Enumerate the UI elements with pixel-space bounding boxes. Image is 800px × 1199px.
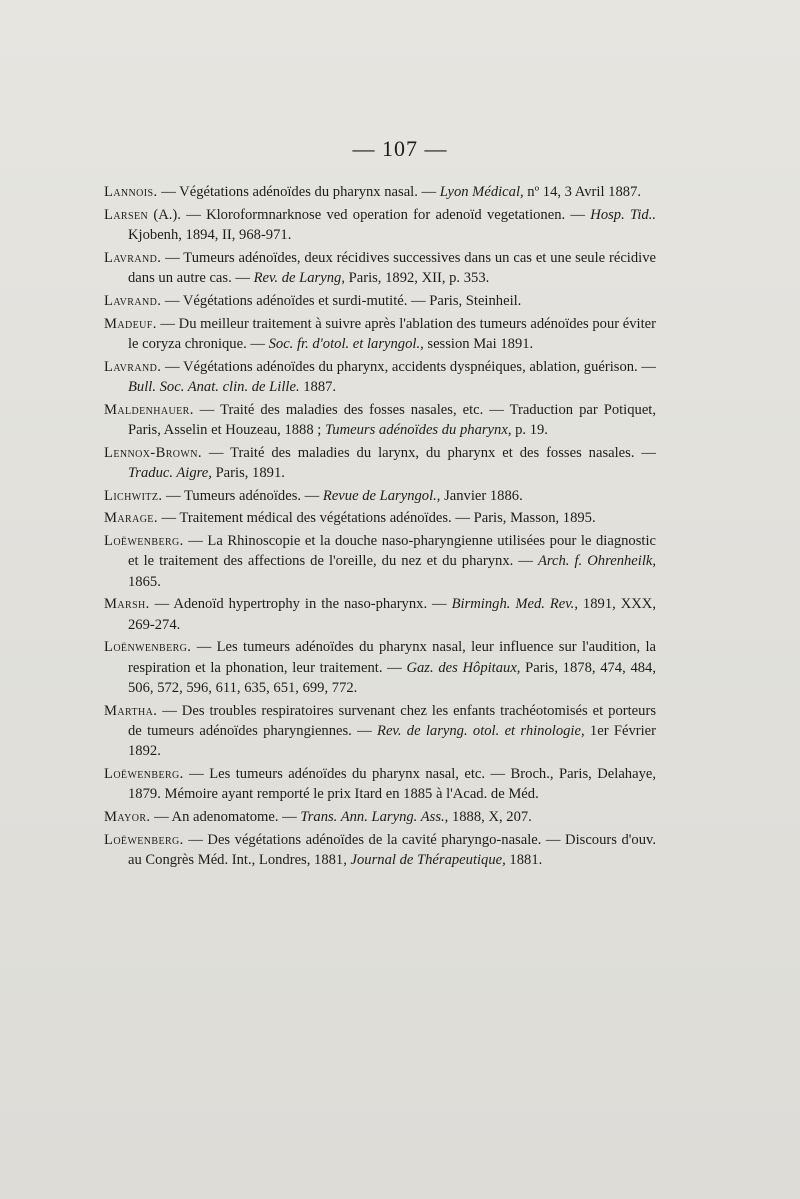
- bibliography-entry: [104, 531, 656, 592]
- entry-text: — Végétations adénoïdes du pharynx, accidents dyspnéiques, ablation, guérison. —: [161, 358, 656, 375]
- entry-text: — An adenomatome. —: [150, 808, 301, 825]
- bibliography-entry: [104, 807, 656, 827]
- entry-text: (A.). — Kloroformnarknose ved operation for adenoïd vegetationen. —: [148, 206, 591, 223]
- entry-journal-title: Arch. f. Ohrenheilk,: [537, 553, 656, 570]
- bibliography-entry: [104, 594, 656, 634]
- entry-text: — Des végétations adénoïdes de la cavité pharyngo-nasale. — Discours d'ouv. au Congrès Méd. Int., Londres, 1881,: [128, 831, 656, 868]
- entry-text: — Des troubles respiratoires survenant chez les enfants trachéotomisés et porteurs de tumeurs adénoïdes pharyngiennes. —: [128, 702, 656, 739]
- entry-text: — Du meilleur traitement à suivre après l'ablation des tumeurs adénoïdes pour éviter le coryza chronique. —: [128, 315, 656, 352]
- entry-journal-title: Gaz. des Hôpitaux,: [406, 659, 521, 676]
- bibliography-entry: [104, 400, 656, 440]
- entry-journal-title: Tumeurs adénoïdes du pharynx,: [325, 421, 512, 438]
- bibliography-entry: [104, 314, 656, 354]
- bibliography-entry: [104, 443, 656, 483]
- entry-journal-title: Rev. de laryng. otol. et rhinologie,: [377, 722, 585, 739]
- entry-author: Lichwitz.: [104, 487, 163, 504]
- entry-text: — Végétations adénoïdes et surdi-mutité. — Paris, Steinheil.: [161, 292, 522, 309]
- entry-journal-title: Trans. Ann. Laryng. Ass.: [300, 808, 445, 825]
- entry-journal-title: Birmingh. Med. Rev.: [451, 596, 575, 613]
- entry-text: Kjobenh, 1894, II, 968-971.: [128, 227, 292, 243]
- entry-author: Martha.: [104, 702, 158, 719]
- bibliography-entry: [104, 637, 656, 698]
- entry-journal-title: Hosp. Tid..: [590, 206, 656, 223]
- bibliography-entry: [104, 357, 656, 397]
- entry-text: 1887.: [299, 378, 337, 395]
- entry-text: , 1891, XXX, 269-274.: [128, 596, 656, 633]
- bibliography-entry: [104, 830, 656, 870]
- entry-text: — Tumeurs adénoïdes, deux récidives successives dans un cas et une seule récidive dans un autre cas. —: [128, 249, 656, 286]
- entry-author: Lannois.: [104, 184, 158, 200]
- entry-author: Lavrand.: [104, 249, 162, 266]
- entry-text: — Traité des maladies des fosses nasales, etc. — Traduction par Potiquet, Paris, Asselin et Houzeau, 1888 ;: [128, 401, 656, 438]
- entry-author: Marsh.: [104, 596, 150, 613]
- entry-text: — Traité des maladies du larynx, du pharynx et des fosses nasales. —: [201, 444, 656, 461]
- entry-author: Larsen: [104, 206, 149, 223]
- entry-author: Loëwenberg.: [104, 831, 184, 848]
- entry-text: Paris, 1878, 474, 484, 506, 572, 596, 611, 635, 651, 699, 772.: [128, 659, 656, 696]
- entry-text: Paris, 1891.: [211, 464, 285, 481]
- entry-text: , session Mai 1891.: [420, 335, 534, 352]
- entry-journal-title: Bull. Soc. Anat. clin. de Lille.: [128, 378, 300, 395]
- entry-author: Lavrand.: [104, 292, 162, 309]
- bibliography-entry: [104, 508, 656, 528]
- entry-text: 1er Février 1892.: [128, 722, 657, 759]
- entry-journal-title: Rev. de Laryng: [253, 270, 342, 286]
- page-number: — 107 —: [352, 136, 448, 161]
- entry-text: — Les tumeurs adénoïdes du pharynx nasal, leur influence sur l'audition, la respiration et la phonation, leur traitement. —: [128, 639, 656, 676]
- entry-author: Loëwenberg.: [104, 533, 184, 550]
- bibliography-entry: [104, 291, 656, 311]
- bibliography-entry: [104, 205, 656, 245]
- bibliography-entry: [104, 248, 656, 288]
- entry-journal-title: Revue de Laryngol.: [322, 487, 437, 504]
- entry-text: — Traitement médical des végétations adénoïdes. — Paris, Masson, 1895.: [157, 510, 596, 527]
- entry-text: , Paris, 1892, XII, p. 353.: [341, 270, 490, 286]
- entry-text: , Janvier 1886.: [436, 487, 523, 504]
- entry-author: Mayor.: [104, 808, 151, 825]
- entry-text: 1881.: [505, 851, 543, 868]
- entry-journal-title: Soc. fr. d'otol. et laryngol.: [268, 335, 421, 352]
- bibliography-entry: [104, 486, 656, 506]
- entry-journal-title: Lyon Médical,: [439, 184, 524, 200]
- entry-author: Madeuf.: [104, 315, 157, 332]
- entry-author: Marage.: [104, 510, 158, 527]
- entry-text: — La Rhinoscopie et la douche naso-pharyngienne utilisées pour le diagnostic et le traitement des affections de l'oreille, du nez et du pharynx. —: [128, 533, 656, 570]
- entry-author: Loënwenberg.: [104, 639, 192, 656]
- bibliography-entry: [104, 764, 656, 804]
- entry-text: nº 14, 3 Avril 1887.: [523, 184, 642, 200]
- bibliography-entry: [104, 182, 656, 202]
- entry-author: Lennox-Brown.: [104, 444, 202, 461]
- entry-author: Lavrand.: [104, 358, 162, 375]
- entry-journal-title: Journal de Thérapeutique,: [350, 851, 506, 868]
- bibliography-list: [104, 182, 656, 873]
- entry-text: — Adenoïd hypertrophy in the naso-pharynx. —: [149, 596, 452, 613]
- entry-text: — Végétations adénoïdes du pharynx nasal. —: [157, 184, 440, 200]
- entry-text: p. 19.: [511, 421, 548, 438]
- entry-journal-title: Traduc. Aigre,: [128, 464, 212, 481]
- entry-text: , 1888, X, 207.: [444, 808, 532, 825]
- bibliography-entry: [104, 701, 656, 762]
- entry-author: Loëwenberg.: [104, 765, 184, 782]
- entry-author: Maldenhauer.: [104, 401, 194, 418]
- entry-text: — Tumeurs adénoïdes. —: [162, 487, 323, 504]
- entry-text: 1865.: [128, 573, 161, 590]
- entry-text: — Les tumeurs adénoïdes du pharynx nasal, etc. — Broch., Paris, Delahaye, 1879. Mémoire ayant remporté le prix Itard en 1885 à l'Acad. de Méd.: [128, 765, 656, 802]
